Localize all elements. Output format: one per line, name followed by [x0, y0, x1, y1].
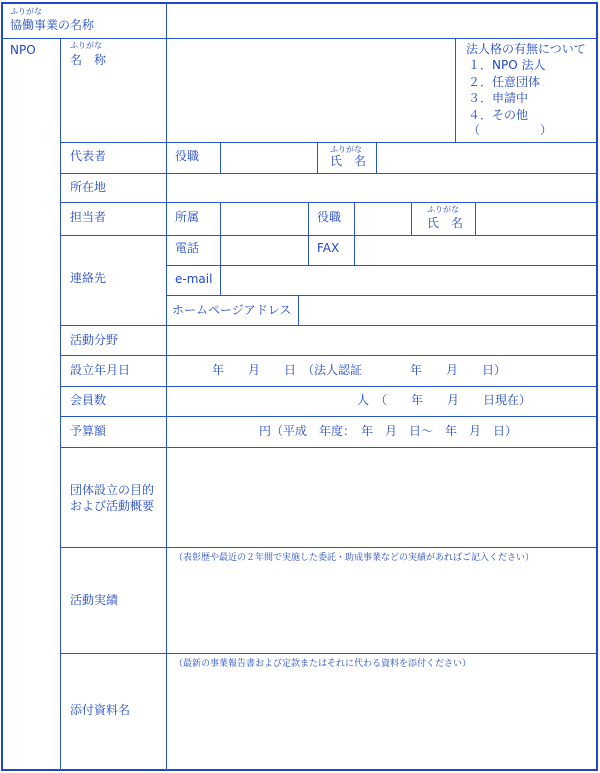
fax-label: FAX — [317, 241, 340, 255]
attachments-field[interactable] — [168, 674, 595, 768]
results-label: 活動実績 — [70, 593, 119, 607]
email-row-bottom — [166, 295, 598, 296]
email-label: e-mail — [175, 272, 213, 286]
frame-bottom — [1, 769, 598, 771]
npo-label: NPO — [10, 43, 36, 57]
homepage-label: ホームページアドレス — [172, 303, 292, 317]
fax-field-divider — [354, 235, 355, 265]
header-bottom-line — [1, 38, 598, 39]
header-divider — [166, 2, 167, 38]
phone-divider — [220, 235, 221, 265]
contact-post-field-divider — [354, 202, 355, 235]
contact-post-divider — [308, 202, 309, 235]
email-field[interactable] — [222, 267, 595, 294]
contact-name-field-divider — [475, 202, 476, 235]
fax-field[interactable] — [356, 237, 595, 264]
legal-option-applying[interactable]: ３．申請中 — [468, 91, 529, 105]
legal-option-other[interactable]: ４．その他 — [468, 108, 529, 122]
header-furigana: ふりがな — [10, 7, 42, 16]
activity-field-input[interactable] — [168, 327, 595, 354]
budget-label: 予算額 — [70, 424, 107, 438]
contact-dept-label: 所属 — [175, 210, 200, 224]
purpose-row-bottom — [60, 547, 598, 548]
name-label: 名 称 — [70, 53, 107, 67]
rep-post-label: 役職 — [175, 149, 200, 163]
legal-option-npo[interactable]: １．NPO 法人 — [468, 58, 546, 72]
phone-field[interactable] — [222, 237, 306, 264]
attachments-label: 添付資料名 — [70, 703, 131, 717]
rep-name-field[interactable] — [378, 144, 595, 172]
purpose-label-line1: 団体設立の目的 — [70, 483, 155, 497]
rep-name-field-divider — [376, 142, 377, 173]
contact-name-divider — [411, 202, 412, 235]
contact-row-bottom — [60, 325, 598, 326]
budget-row-bottom — [60, 447, 598, 448]
rep-name-divider — [317, 142, 318, 173]
rep-post-divider — [220, 142, 221, 173]
purpose-field[interactable] — [168, 449, 595, 546]
legal-status-title: 法人格の有無について — [466, 42, 586, 56]
results-row-bottom — [60, 653, 598, 654]
contact-dept-field[interactable] — [222, 204, 306, 234]
attachments-note: （最新の事業報告書および定款またはそれに代わる資料を添付ください） — [174, 659, 472, 669]
email-divider — [220, 265, 221, 295]
name-row-bottom — [60, 142, 598, 143]
contact-post-field[interactable] — [356, 204, 409, 234]
address-row-bottom — [60, 202, 598, 203]
contact-label: 連絡先 — [70, 271, 107, 285]
rep-name-label: 氏 名 — [330, 154, 367, 168]
budget-text[interactable]: 円（平成 年度： 年 月 日～ 年 月 日） — [259, 424, 518, 438]
frame-left — [1, 2, 3, 771]
npo-column-divider — [60, 38, 61, 771]
results-field[interactable] — [168, 568, 595, 652]
legal-option-voluntary[interactable]: ２．任意団体 — [468, 75, 541, 89]
contact-post-label: 役職 — [317, 210, 342, 224]
activity-field-row-bottom — [60, 355, 598, 356]
established-label: 設立年月日 — [70, 363, 131, 377]
address-field[interactable] — [168, 175, 595, 201]
organization-name-field[interactable] — [168, 40, 454, 141]
established-row-bottom — [60, 386, 598, 387]
activity-field-label: 活動分野 — [70, 333, 119, 347]
contact-dept-divider — [220, 202, 221, 235]
rep-furigana: ふりがな — [330, 145, 362, 154]
members-label: 会員数 — [70, 393, 107, 407]
members-row-bottom — [60, 416, 598, 417]
fax-divider — [308, 235, 309, 265]
established-date-text[interactable]: 年 月 日 （法人認証 年 月 日） — [212, 363, 507, 377]
homepage-divider — [298, 295, 299, 325]
purpose-label-line2: および活動概要 — [70, 499, 155, 513]
rep-post-field[interactable] — [222, 144, 315, 172]
rep-label: 代表者 — [70, 149, 107, 163]
legal-other-paren[interactable]: （ ） — [468, 123, 553, 137]
members-text[interactable]: 人 （ 年 月 日現在） — [357, 393, 532, 407]
name-furigana: ふりがな — [70, 41, 102, 50]
phone-label: 電話 — [175, 241, 200, 255]
contact-person-label: 担当者 — [70, 210, 107, 224]
label-column-divider — [166, 38, 167, 771]
phone-row-bottom — [166, 265, 598, 266]
results-note: （表彰歴や最近の２年間で実施した委託・助成事業などの実績があればご記入ください） — [174, 553, 535, 563]
contact-name-field[interactable] — [477, 204, 595, 234]
homepage-field[interactable] — [300, 297, 595, 324]
rep-row-bottom — [60, 173, 598, 174]
legal-status-divider — [455, 38, 456, 142]
address-label: 所在地 — [70, 180, 107, 194]
contact-name-label: 氏 名 — [427, 216, 464, 230]
project-name-field[interactable] — [168, 4, 595, 37]
contact-person-row-bottom — [60, 235, 598, 236]
contact-furigana: ふりがな — [427, 205, 459, 214]
header-title: 協働事業の名称 — [10, 18, 95, 32]
